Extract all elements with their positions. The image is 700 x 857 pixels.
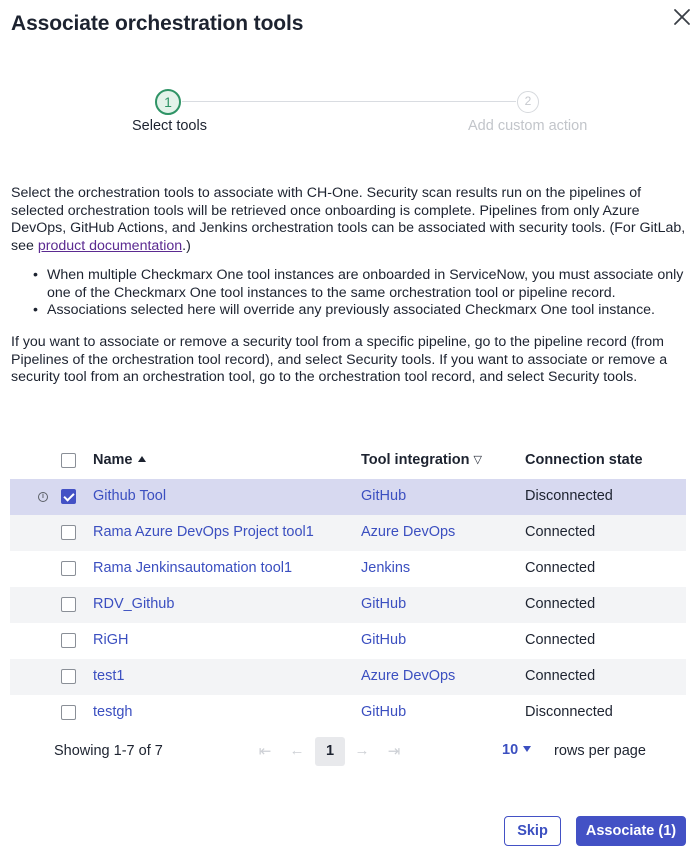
product-documentation-link[interactable]: product documentation <box>37 237 183 254</box>
skip-button[interactable]: Skip <box>504 816 561 846</box>
step-label: Select tools <box>132 118 207 134</box>
dialog-title: Associate orchestration tools <box>11 12 304 35</box>
row-checkbox[interactable] <box>61 597 76 612</box>
intro-paragraph <box>11 185 691 255</box>
rows-per-page-label: rows per page <box>554 743 646 759</box>
tool-integration-link[interactable]: Azure DevOps <box>361 524 456 540</box>
step-number-badge: 2 <box>517 91 539 113</box>
tool-integration-link[interactable]: Azure DevOps <box>361 668 456 684</box>
showing-count: Showing 1-7 of 7 <box>54 743 163 759</box>
connection-state: Disconnected <box>525 488 613 504</box>
tool-integration-link[interactable]: GitHub <box>361 632 407 648</box>
step-label: Add custom action <box>468 118 588 134</box>
column-header-tool-integration[interactable] <box>361 452 482 468</box>
table-header <box>10 443 686 479</box>
list-item: • Associations selected here will override any previously associated Checkmarx One tool instance. <box>33 302 693 320</box>
tool-name-link[interactable]: Rama Jenkinsautomation tool1 <box>93 560 293 576</box>
tool-name-link[interactable]: testgh <box>93 704 133 720</box>
tool-integration-link[interactable]: GitHub <box>361 596 407 612</box>
rows-per-page-value: 10 <box>502 742 519 758</box>
close-icon[interactable] <box>670 5 694 29</box>
stepper <box>0 88 700 148</box>
column-header-label: Name <box>93 452 133 468</box>
table-body <box>10 479 686 731</box>
connection-state: Connected <box>525 560 596 576</box>
row-checkbox[interactable] <box>61 705 76 720</box>
stepper-connector <box>182 101 516 102</box>
rows-per-page-select[interactable] <box>502 742 531 758</box>
info-icon[interactable]: i <box>38 492 48 502</box>
last-page-icon[interactable]: ⇥ <box>387 743 401 760</box>
intro-text: Select the orchestration tools to associate with CH-One. Security scan results run on the pipelines of selected orchestration tools will be retrieved once onboarding is complete. Pipelines from only Azure DevOps, GitHub Actions, and Jenkins orchestration tools can be associated with security tools. (For GitLab, see <box>11 185 686 254</box>
chevron-down-icon <box>523 746 531 752</box>
table-row[interactable] <box>10 623 686 659</box>
step-number-badge: 1 <box>155 89 181 115</box>
table-row[interactable] <box>10 551 686 587</box>
select-all-checkbox[interactable] <box>61 453 76 468</box>
connection-state: Connected <box>525 596 596 612</box>
tools-table <box>10 443 686 731</box>
row-checkbox[interactable] <box>61 669 76 684</box>
tool-integration-link[interactable]: Jenkins <box>361 560 411 576</box>
tool-name-link[interactable]: RiGH <box>93 632 129 648</box>
row-checkbox[interactable] <box>61 525 76 540</box>
first-page-icon[interactable]: ⇤ <box>258 743 272 760</box>
table-row[interactable] <box>10 659 686 695</box>
column-header-label: Tool integration <box>361 452 470 468</box>
pagination <box>0 737 700 767</box>
connection-state: Connected <box>525 632 596 648</box>
row-checkbox[interactable] <box>61 561 76 576</box>
tool-name-link[interactable]: test1 <box>93 668 125 684</box>
tool-name-link[interactable]: Rama Azure DevOps Project tool1 <box>93 524 314 540</box>
connection-state: Connected <box>525 524 596 540</box>
filter-icon[interactable]: ▽ <box>473 454 482 466</box>
next-page-icon[interactable]: → <box>354 742 370 759</box>
table-row[interactable] <box>10 587 686 623</box>
previous-page-icon[interactable]: ← <box>289 742 305 759</box>
table-row[interactable] <box>10 515 686 551</box>
table-row[interactable] <box>10 479 686 515</box>
tool-integration-link[interactable]: GitHub <box>361 488 407 504</box>
associate-button[interactable]: Associate (1) <box>576 816 686 846</box>
column-header-name[interactable] <box>93 452 146 468</box>
help-paragraph: If you want to associate or remove a security tool from a specific pipeline, go to the pipeline record (from Pipelines of the orchestration tool record), and select Security tools. If you want to associate or remove a security tool from an orchestration tool, go to the orchestration tool record, and select Security tools. <box>11 334 668 385</box>
row-checkbox[interactable] <box>61 633 76 648</box>
tool-name-link[interactable]: Github Tool <box>93 488 167 504</box>
sort-ascending-icon <box>138 456 146 462</box>
notes-list <box>33 267 693 320</box>
row-checkbox[interactable] <box>61 489 76 504</box>
connection-state: Connected <box>525 668 596 684</box>
table-row[interactable] <box>10 695 686 731</box>
tool-integration-link[interactable]: GitHub <box>361 704 407 720</box>
current-page-button[interactable]: 1 <box>315 737 345 766</box>
column-header-connection-state: Connection state <box>525 452 643 468</box>
list-item: • When multiple Checkmarx One tool instances are onboarded in ServiceNow, you must associate only one of the Checkmarx One tool instances to the same orchestration tool or pipeline record. <box>33 267 693 302</box>
intro-text-end: .) <box>182 237 191 254</box>
tool-name-link[interactable]: RDV_Github <box>93 596 175 612</box>
connection-state: Disconnected <box>525 704 613 720</box>
